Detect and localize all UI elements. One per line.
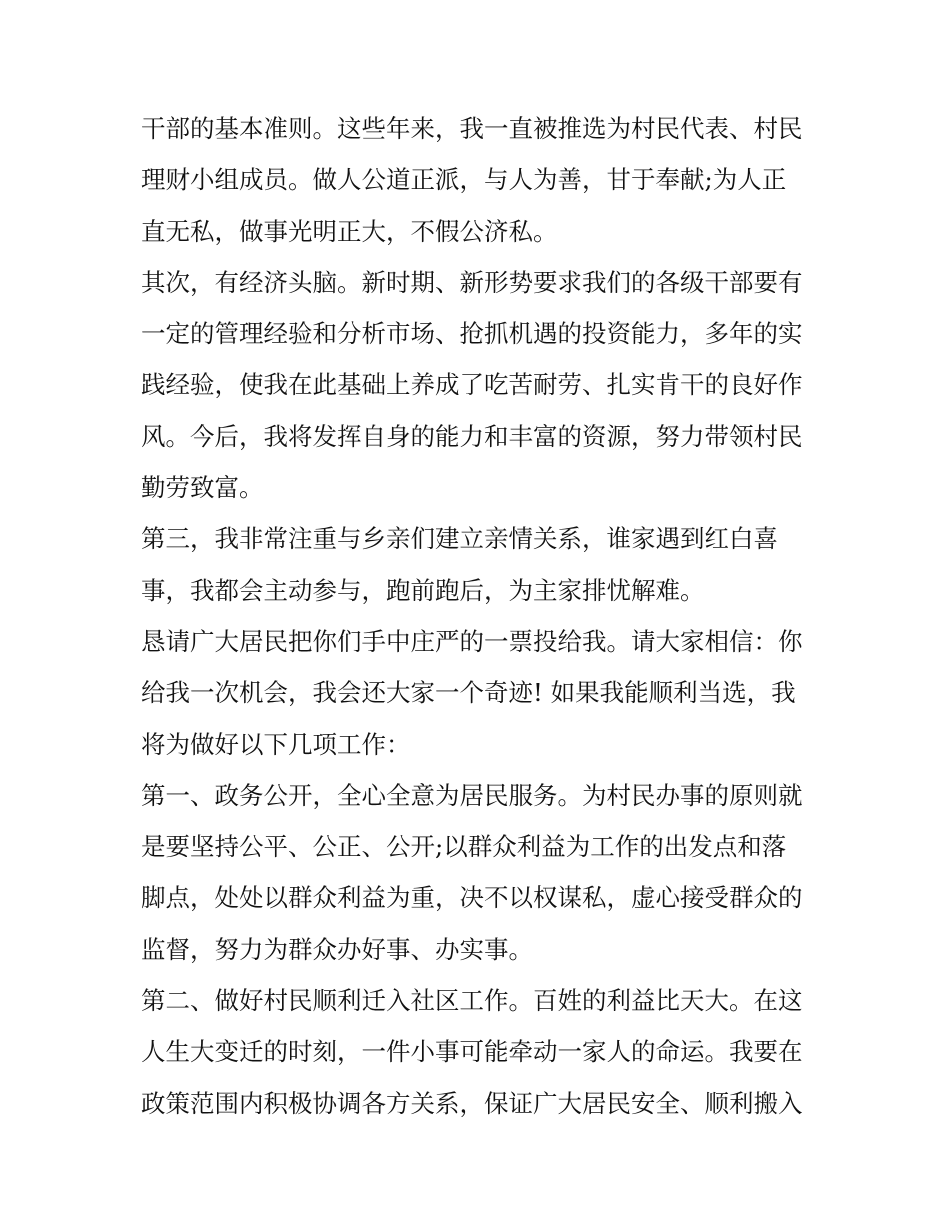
text-line: 第一、政务公开，全心全意为居民服务。为村民办事的原则就 (141, 780, 803, 810)
text-line: 勤劳致富。 (141, 473, 264, 503)
text-line: 事，我都会主动参与，跑前跑后，为主家排忧解难。 (141, 575, 705, 605)
text-line: 直无私，做事光明正大，不假公济私。 (141, 216, 558, 246)
text-line: 人生大变迁的时刻，一件小事可能牵动一家人的命运。我要在 (141, 1037, 803, 1067)
text-line: 恳请广大居民把你们手中庄严的一票投给我。请大家相信：你 (141, 626, 803, 656)
document-body (141, 103, 815, 1129)
text-line: 风。今后，我将发挥自身的能力和丰富的资源，努力带领村民 (141, 421, 803, 451)
text-line: 政策范围内积极协调各方关系，保证广大居民安全、顺利搬入 (141, 1088, 803, 1118)
text-line: 第二、做好村民顺利迁入社区工作。百姓的利益比天大。在这 (141, 986, 803, 1016)
text-line: 监督，努力为群众办好事、办实事。 (141, 934, 533, 964)
text-line: 理财小组成员。做人公道正派，与人为善，甘于奉献;为人正 (141, 165, 787, 195)
text-line: 将为做好以下几项工作： (141, 729, 411, 759)
text-line: 第三，我非常注重与乡亲们建立亲情关系，谁家遇到红白喜 (141, 524, 778, 554)
text-line: 干部的基本准则。这些年来，我一直被推选为村民代表、村民 (141, 114, 803, 143)
text-line: 践经验，使我在此基础上养成了吃苦耐劳、扎实肯干的良好作 (141, 370, 803, 400)
text-line: 其次，有经济头脑。新时期、新形势要求我们的各级干部要有 (141, 267, 803, 297)
text-line: 是要坚持公平、公正、公开;以群众利益为工作的出发点和落 (141, 832, 787, 862)
text-line: 给我一次机会，我会还大家一个奇迹! 如果我能顺利当选，我 (141, 678, 796, 708)
text-line: 一定的管理经验和分析市场、抢抓机遇的投资能力，多年的实 (141, 319, 803, 349)
text-line: 脚点，处处以群众利益为重，决不以权谋私，虚心接受群众的 (141, 883, 803, 913)
